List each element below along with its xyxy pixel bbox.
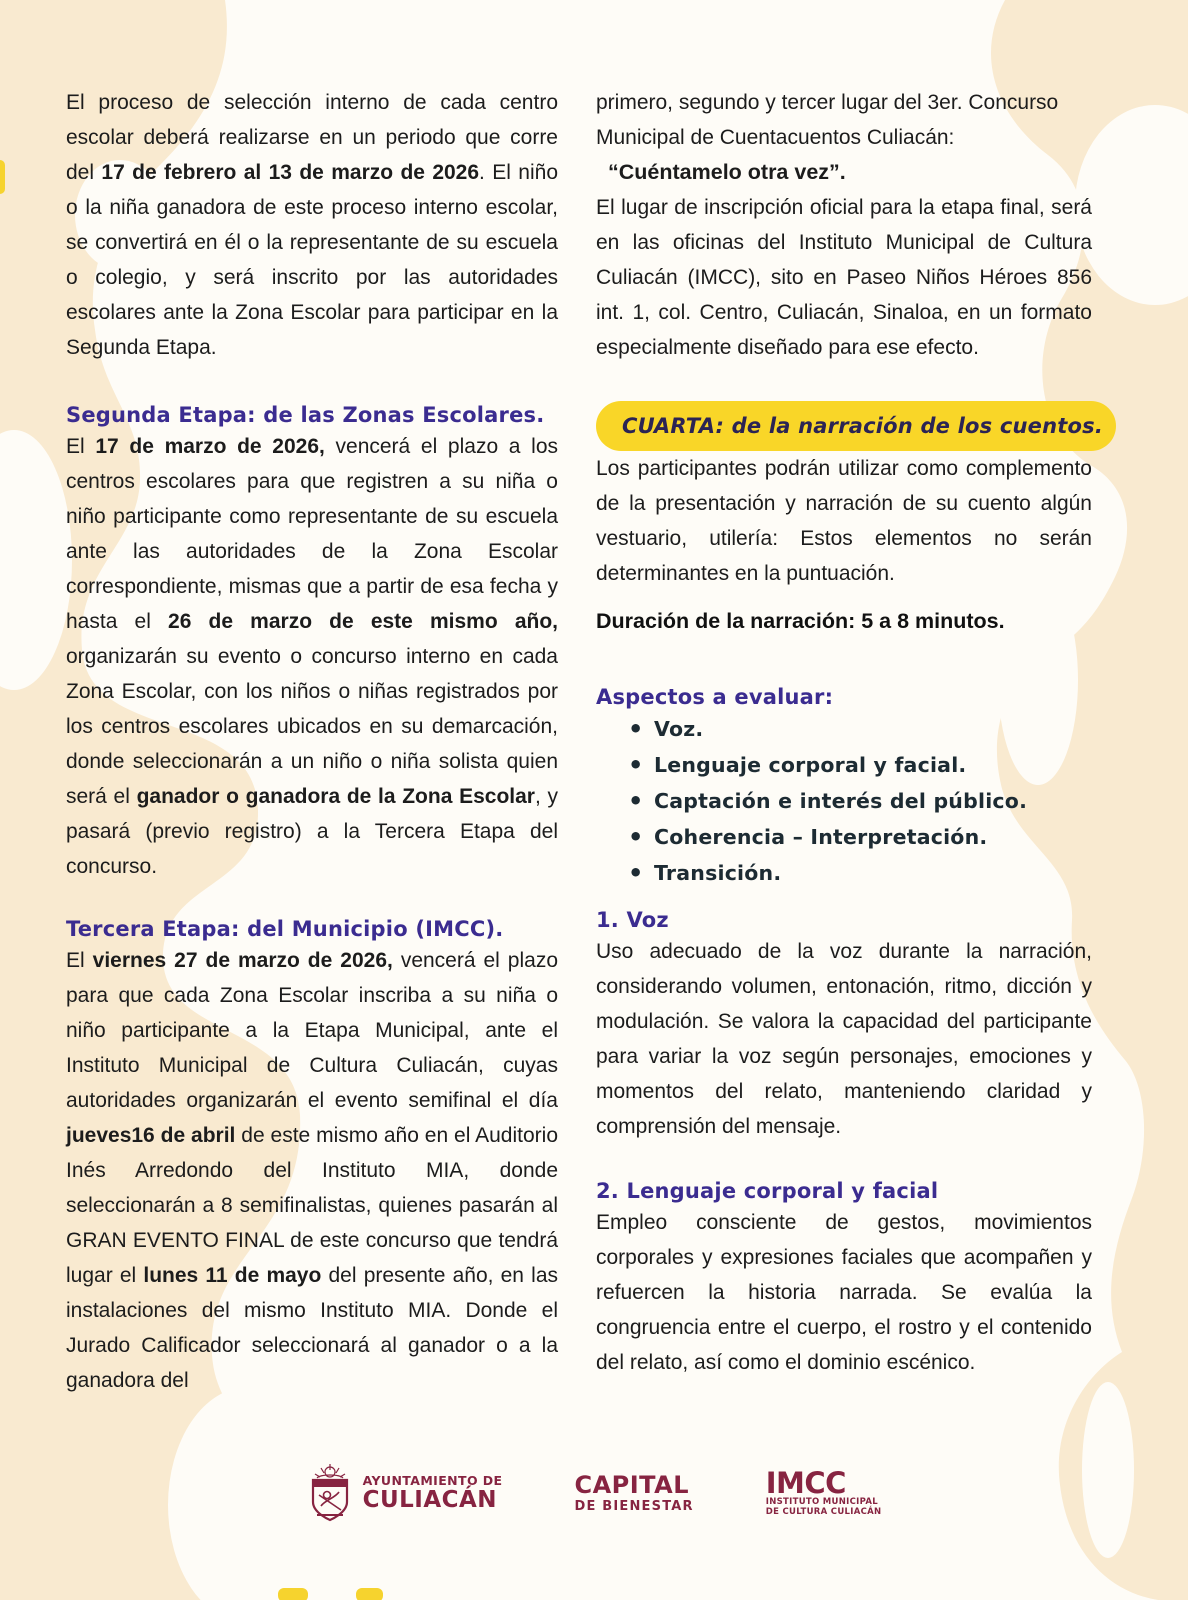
logo-capital-de-bienestar xyxy=(574,1472,693,1515)
heading-voz: 1. Voz xyxy=(596,908,669,932)
paragraph-lenguaje-corporal: Empleo consciente de gestos, movimientos corporales y expresiones faciales que acompañen y refuercen la historia narrada. Se evalúa la congruencia entre el cuerpo, el rostro y el contenido del relato, así como el dominio escénico. xyxy=(596,1211,1092,1374)
list-item-captacion: • Captación e interés del público. xyxy=(596,783,1092,819)
logo-imcc xyxy=(765,1466,882,1517)
bold-date-range: 17 de febrero al 13 de marzo de 2026 xyxy=(101,161,480,184)
paragraph-lugares-concurso: primero, segundo y tercer lugar del 3er. Concurso Municipal de Cuentacuentos Culiacán: xyxy=(596,91,1059,149)
text-segment: El proceso de selección interno de cada centro escolar deberá realizarse en un periodo que corre del xyxy=(66,91,558,184)
text-segment: vencerá el plazo para que cada Zona Escolar inscriba a su niña o niño participante a la Etapa Municipal, ante el Instituto Municipal de Cultura Culiacán, cuyas autoridades organizarán el evento semifinal el día xyxy=(66,949,559,1112)
heading-segunda-etapa: Segunda Etapa: de las Zonas Escolares. xyxy=(66,403,545,427)
imcc-sub-label-2: DE CULTURA CULIACÁN xyxy=(765,1507,882,1517)
right-column xyxy=(596,85,1104,1380)
bold-date: lunes 11 de mayo xyxy=(143,1264,322,1287)
bold-date: jueves16 de abril xyxy=(66,1124,236,1147)
ayuntamiento-label: AYUNTAMIENTO DE xyxy=(362,1473,503,1488)
bienestar-label: DE BIENESTAR xyxy=(574,1498,694,1514)
list-item-coherencia: • Coherencia – Interpretación. xyxy=(596,819,1092,855)
heading-lenguaje-corporal: 2. Lenguaje corporal y facial xyxy=(596,1179,939,1203)
text-segment: , y pasará (previo registro) a la Tercera Etapa del concurso. xyxy=(66,785,558,878)
footer-logos xyxy=(0,1462,1188,1524)
paragraph-segunda-etapa xyxy=(66,429,558,884)
aspectos-list xyxy=(596,711,1092,891)
culiacan-crest-icon xyxy=(307,1462,353,1524)
text-segment: vencerá el plazo a los centros escolares para que registren a su niña o niño participante como representante de su escuela ante las autoridades de la Zona Escolar correspondiente, mismas que a partir de esa fecha y hasta el xyxy=(66,435,558,633)
text-segment: El xyxy=(66,949,93,972)
left-column xyxy=(66,85,558,1398)
paragraph-tercera-etapa xyxy=(66,943,558,1398)
imcc-label: IMCC xyxy=(765,1466,846,1500)
bold-date: viernes 27 de marzo de 2026, xyxy=(92,949,393,972)
heading-tercera-etapa: Tercera Etapa: del Municipio (IMCC). xyxy=(66,917,504,941)
bold-date: 26 de marzo de este mismo año, xyxy=(168,610,558,633)
paragraph-lugar-inscripcion: El lugar de inscripción oficial para la etapa final, será en las oficinas del Instituto Municipal de Cultura Culiacán (IMCC), sito en Paseo Niños Héroes 856 int. 1, col. Centro, Culiacán, Sinaloa, en un formato especialmente diseñado para ese efecto. xyxy=(596,196,1092,359)
text-segment: de este mismo año en el Auditorio Inés Arredondo del Instituto MIA, donde seleccionarán a 8 semifinalistas, quienes pasarán al GRAN EVENTO FINAL de este concurso que tendrá lugar el xyxy=(66,1124,558,1287)
list-item-lenguaje: • Lenguaje corporal y facial. xyxy=(596,747,1092,783)
contest-slogan: “Cuéntamelo otra vez”. xyxy=(608,160,846,184)
text-segment: del presente año, en las instalaciones del mismo Instituto MIA. Donde el Jurado Calificador seleccionará al ganador o a la ganadora del xyxy=(66,1264,559,1392)
paragraph-voz: Uso adecuado de la voz durante la narración, considerando volumen, entonación, ritmo, dicción y modulación. Se valora la capacidad del participante para variar la voz según personajes, emociones y momentos del relato, manteniendo claridad y comprensión del mensaje. xyxy=(596,940,1092,1138)
text-segment: . El niño o la niña ganadora de este proceso interno escolar, se convertirá en él o la representante de su escuela o colegio, y será inscrito por las autoridades escolares ante la Zona Escolar para participar en la Segunda Etapa. xyxy=(66,161,558,359)
paragraph-vestuario: Los participantes podrán utilizar como complemento de la presentación y narración de su cuento algún vestuario, utilería: Estos elementos no serán determinantes en la puntuación. xyxy=(596,457,1092,585)
capital-label: CAPITAL xyxy=(574,1470,690,1499)
bold-date: 17 de marzo de 2026, xyxy=(95,435,325,458)
duracion-line: Duración de la narración: 5 a 8 minutos. xyxy=(596,609,1005,633)
logo-ayuntamiento-culiacan xyxy=(307,1462,503,1524)
list-item-voz: • Voz. xyxy=(596,711,1092,747)
section-pill-cuarta: CUARTA: de la narración de los cuentos. xyxy=(596,401,1116,451)
culiacan-label: CULIACÁN xyxy=(362,1487,498,1513)
text-segment: organizarán su evento o concurso interno en cada Zona Escolar, con los niños o niñas registrados por los centros escolares ubicados en su demarcación, donde seleccionarán a un niño o niña solista quien será el xyxy=(66,645,558,808)
imcc-sub-label-1: INSTITUTO MUNICIPAL xyxy=(765,1497,878,1507)
paragraph-proceso-seleccion xyxy=(66,85,558,365)
heading-aspectos: Aspectos a evaluar: xyxy=(596,685,834,709)
text-segment: El xyxy=(66,435,96,458)
list-item-transicion: • Transición. xyxy=(596,855,1092,891)
bold-phrase: ganador o ganadora de la Zona Escolar xyxy=(136,785,535,808)
